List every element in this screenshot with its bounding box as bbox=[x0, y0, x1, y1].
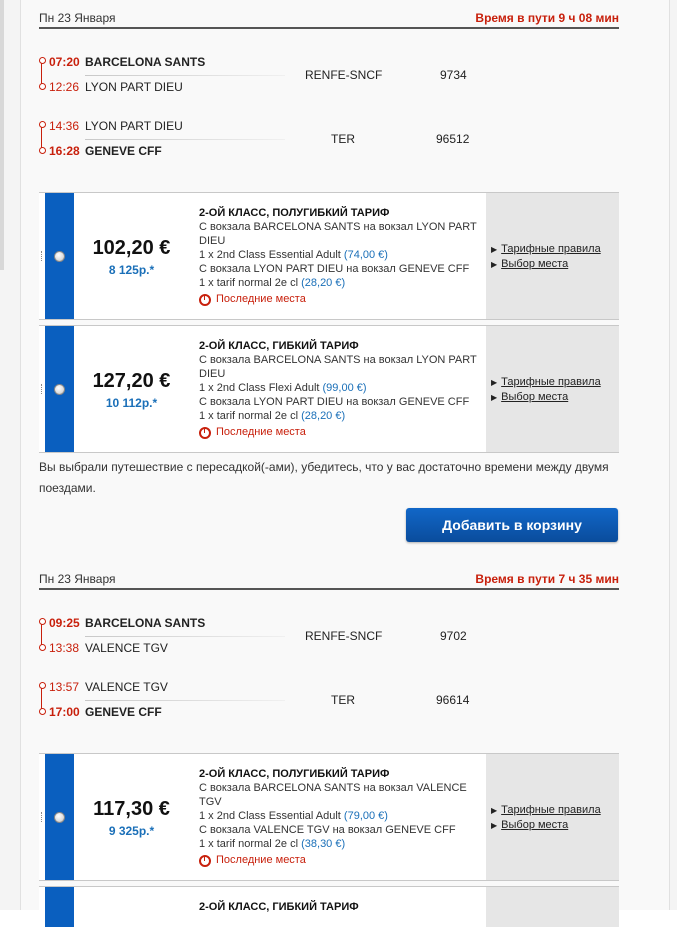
departure-station: BARCELONA SANTS bbox=[85, 55, 206, 69]
departure-dot bbox=[39, 682, 46, 689]
fare-ticket-1: 1 x 2nd Class Flexi Adult (99,00 €) bbox=[199, 382, 367, 394]
fare-description bbox=[199, 900, 484, 914]
arrival-time: 17:00 bbox=[49, 705, 80, 719]
train-number: 96614 bbox=[436, 693, 470, 707]
fare-rules-link[interactable]: ▶ Тарифные правила bbox=[491, 804, 601, 816]
train-number: 96512 bbox=[436, 132, 470, 146]
fare-route-2: С вокзала LYON PART DIEU на вокзал GENEVE CFF bbox=[199, 396, 470, 408]
carrier: TER bbox=[331, 693, 355, 707]
last-seats: Последние места bbox=[199, 853, 484, 867]
seat-selection-link[interactable]: ▶ Выбор места bbox=[491, 391, 569, 403]
left-scroll-edge bbox=[0, 0, 4, 270]
carrier: RENFE-SNCF bbox=[305, 629, 383, 643]
fare-option[interactable] bbox=[39, 753, 619, 881]
departure-dot bbox=[39, 618, 46, 625]
train-number: 9702 bbox=[440, 629, 467, 643]
fare-price-rub: 9 325р.* bbox=[108, 824, 155, 838]
arrival-dot bbox=[39, 708, 46, 715]
journey-duration: Время в пути 9 ч 08 мин bbox=[475, 11, 619, 25]
fare-route-2: С вокзала LYON PART DIEU на вокзал GENEVE CFF bbox=[199, 263, 470, 275]
fare-title: 2-ОЙ КЛАСС, ПОЛУГИБКИЙ ТАРИФ bbox=[199, 768, 390, 780]
fare-title: 2-ОЙ КЛАСС, ГИБКИЙ ТАРИФ bbox=[199, 340, 359, 352]
fare-price: 102,20 € bbox=[92, 237, 171, 259]
add-to-cart-button[interactable]: Добавить в корзину bbox=[406, 508, 618, 542]
arrival-station: GENEVE CFF bbox=[85, 144, 162, 158]
fare-price: 117,30 € bbox=[93, 798, 170, 820]
journey-date: Пн 23 Января bbox=[39, 11, 116, 25]
arrival-station: GENEVE CFF bbox=[85, 705, 162, 719]
segment-1 bbox=[39, 55, 619, 115]
journey-date: Пн 23 Января bbox=[39, 572, 116, 586]
fare-ticket-1: 1 x 2nd Class Essential Adult (74,00 €) bbox=[199, 249, 388, 261]
segment-1 bbox=[39, 616, 619, 676]
fare-rules-link[interactable]: ▶ Тарифные правила bbox=[491, 243, 601, 255]
transfer-note: Вы выбрали путешествие с пересадкой(-ами), убедитесь, что у вас достаточно времени между двумя поездами. bbox=[39, 460, 609, 495]
fare-radio[interactable] bbox=[54, 251, 65, 262]
fare-ticket-2: 1 x tarif normal 2e cl (28,20 €) bbox=[199, 410, 346, 422]
arrow-right-icon: ▶ bbox=[491, 260, 498, 269]
fare-description bbox=[199, 767, 484, 867]
fare-option[interactable] bbox=[39, 192, 619, 320]
fare-links bbox=[486, 193, 619, 319]
fare-links bbox=[486, 754, 619, 880]
seat-selection-link[interactable]: ▶ Выбор места bbox=[491, 819, 569, 831]
arrow-right-icon: ▶ bbox=[491, 378, 498, 387]
clock-icon bbox=[199, 855, 211, 867]
segment-2 bbox=[39, 680, 619, 740]
train-number: 9734 bbox=[440, 68, 467, 82]
arrow-right-icon: ▶ bbox=[491, 245, 498, 254]
fare-option[interactable] bbox=[39, 325, 619, 453]
fare-price-rub: 8 125р.* bbox=[108, 263, 155, 277]
fare-ticket-1: 1 x 2nd Class Essential Adult (79,00 €) bbox=[199, 810, 388, 822]
segment-2 bbox=[39, 119, 619, 179]
journey-header bbox=[39, 9, 619, 29]
journey-2 bbox=[39, 570, 619, 913]
clock-icon bbox=[199, 427, 211, 439]
last-seats: Последние места bbox=[199, 425, 484, 439]
arrow-right-icon: ▶ bbox=[491, 806, 498, 815]
fare-route-1: С вокзала BARCELONA SANTS на вокзал VALENCE TGV bbox=[199, 782, 467, 808]
arrival-time: 12:26 bbox=[49, 80, 80, 94]
fare-links bbox=[486, 887, 619, 927]
fare-title: 2-ОЙ КЛАСС, ГИБКИЙ ТАРИФ bbox=[199, 901, 359, 913]
departure-dot bbox=[39, 121, 46, 128]
fare-links bbox=[486, 326, 619, 452]
fare-radio[interactable] bbox=[54, 812, 65, 823]
fare-route-2: С вокзала VALENCE TGV на вокзал GENEVE CFF bbox=[199, 824, 456, 836]
departure-dot bbox=[39, 57, 46, 64]
arrival-station: VALENCE TGV bbox=[85, 641, 168, 655]
journey-duration: Время в пути 7 ч 35 мин bbox=[475, 572, 619, 586]
departure-station: BARCELONA SANTS bbox=[85, 616, 206, 630]
fare-ticket-2: 1 x tarif normal 2e cl (28,20 €) bbox=[199, 277, 346, 289]
seat-selection-link[interactable]: ▶ Выбор места bbox=[491, 258, 569, 270]
fare-radio[interactable] bbox=[54, 384, 65, 395]
fare-price: 127,20 € bbox=[92, 370, 171, 392]
departure-time: 13:57 bbox=[49, 680, 80, 694]
arrow-right-icon: ▶ bbox=[491, 821, 498, 830]
arrow-right-icon: ▶ bbox=[491, 393, 498, 402]
departure-station: VALENCE TGV bbox=[85, 680, 168, 694]
arrival-time: 16:28 bbox=[49, 144, 80, 158]
departure-station: LYON PART DIEU bbox=[85, 119, 183, 133]
fare-description bbox=[199, 206, 484, 306]
departure-time: 14:36 bbox=[49, 119, 80, 133]
fare-price-rub: 10 112р.* bbox=[105, 396, 158, 410]
fare-route-1: С вокзала BARCELONA SANTS на вокзал LYON PART DIEU bbox=[199, 354, 477, 380]
last-seats: Последние места bbox=[199, 292, 484, 306]
carrier: RENFE-SNCF bbox=[305, 68, 383, 82]
fare-title: 2-ОЙ КЛАСС, ПОЛУГИБКИЙ ТАРИФ bbox=[199, 207, 390, 219]
arrival-time: 13:38 bbox=[49, 641, 80, 655]
fare-description bbox=[199, 339, 484, 439]
arrival-station: LYON PART DIEU bbox=[85, 80, 183, 94]
fare-ticket-2: 1 x tarif normal 2e cl (38,30 €) bbox=[199, 838, 346, 850]
clock-icon bbox=[199, 294, 211, 306]
fare-rules-link[interactable]: ▶ Тарифные правила bbox=[491, 376, 601, 388]
journey-1 bbox=[39, 9, 619, 559]
carrier: TER bbox=[331, 132, 355, 146]
arrival-dot bbox=[39, 147, 46, 154]
fare-selector-bar bbox=[45, 887, 74, 927]
departure-time: 09:25 bbox=[49, 616, 80, 630]
departure-time: 07:20 bbox=[49, 55, 80, 69]
journey-header bbox=[39, 570, 619, 590]
arrival-dot bbox=[39, 83, 46, 90]
fare-route-1: С вокзала BARCELONA SANTS на вокзал LYON PART DIEU bbox=[199, 221, 477, 247]
arrival-dot bbox=[39, 644, 46, 651]
fare-option[interactable] bbox=[39, 886, 619, 927]
